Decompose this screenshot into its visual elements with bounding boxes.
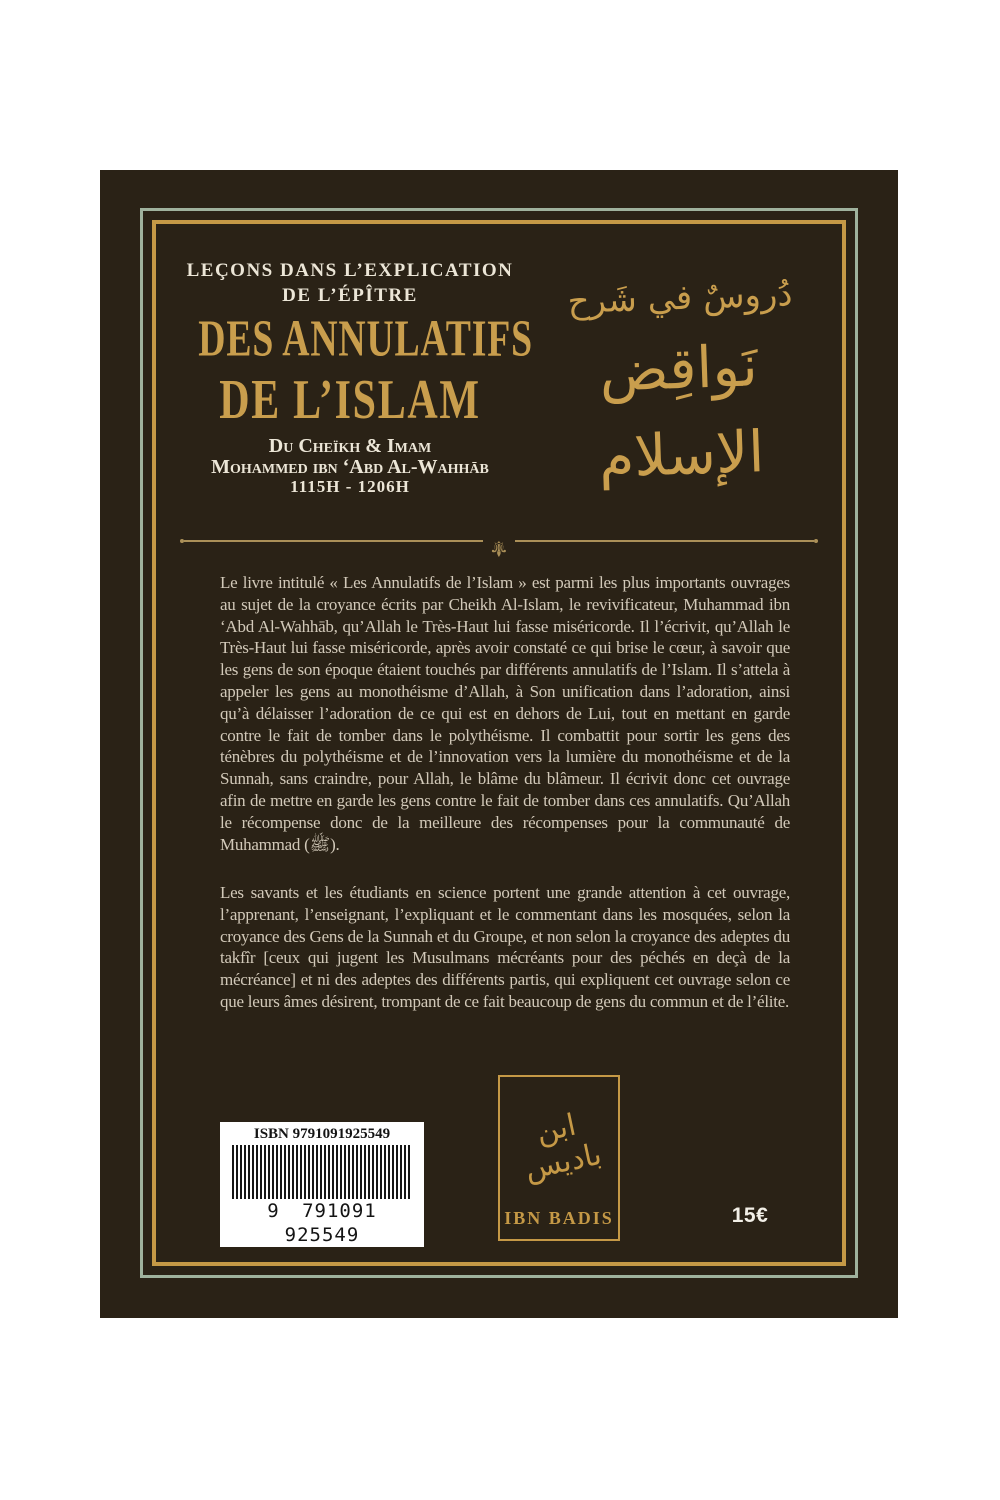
- book-title-line2: DE L’ISLAM: [219, 367, 481, 431]
- publisher-logo: [498, 1075, 620, 1241]
- description-paragraph-1: Le livre intitulé « Les Annulatifs de l’Islam » est parmi les plus importants ouvrages au sujet de la croyance écrits par Cheikh Al-Islam, le revivificateur, Muhammad ibn ‘Abd Al-Wahhāb, qu’Allah le Très-Haut lui fasse miséricorde. Il l’écrivit, qu’Allah le Très-Haut lui fasse miséricorde, après avoir constaté ce qui brise le cœur, à savoir que les gens de son époque étaient touchés par différents annulatifs de l’Islam. Il s’attela à appeler les gens au monothéisme d’Allah, à Son unification dans l’adoration, ainsi qu’à délaisser l’adoration de ce qui est en dehors de Lui, tout en mettant en garde contre le fait de tomber dans le polythéisme. Il combattit pour sortir les gens des ténèbres du polythéisme et de l’innovation vers la lumière du monothéisme et de la Sunnah, sans craindre, pour Allah, le blâme du blâmeur. Il écrivit donc cet ouvrage afin de mettre en garde les gens contre le fait de tomber dans ces annulatifs. Qu’Allah le récompense donc de la meilleure des récompenses pour la communauté de Muhammad (ﷺ).: [220, 573, 790, 854]
- arabic-calligraphy-title: [530, 270, 830, 498]
- arabic-title-line1: دُروسٌ في شَرح: [566, 274, 794, 322]
- isbn-barcode: [220, 1122, 424, 1246]
- arabic-title-line2: نَواقِض الإسلام: [597, 333, 766, 491]
- subtitle-kicker: [185, 258, 515, 308]
- book-title: [165, 306, 535, 431]
- ornamental-divider: [180, 528, 818, 560]
- fleuron-ornament-icon: ⚜: [489, 535, 509, 560]
- publisher-arabic-calligraphy: ابن باديس: [521, 1107, 605, 1187]
- isbn-label: ISBN 9791091925549: [253, 1126, 391, 1142]
- author-dates: 1115H - 1206H: [290, 477, 410, 496]
- kicker-line1: LEÇONS DANS L’EXPLICATION: [186, 260, 514, 281]
- publisher-name: IBN BADIS: [504, 1208, 614, 1228]
- kicker-line2: DE L’ÉPÎTRE: [282, 285, 418, 306]
- barcode-bars: [232, 1145, 412, 1199]
- divider-end-dot: [814, 539, 818, 543]
- isbn-digits: 9 791091 925549: [220, 1199, 424, 1247]
- price-label: 15€: [731, 1204, 769, 1227]
- description-paragraph-2: Les savants et les étudiants en science portent une grande attention à cet ouvrage, l’apprenant, l’enseignant, l’expliquant et le commentant dans les mosquées, selon la croyance des Gens de la Sunnah et du Groupe, et non selon la croyance des adeptes du takfîr [ceux qui jugent les Musulmans mécréants pour des péchés en deçà de la mécréance] et ni des adeptes des différents partis, qui expliquent cet ouvrage selon ce que leurs âmes désirent, trompant de ce fait beaucoup de gens du commun et de l’élite.: [220, 883, 790, 1011]
- book-title-line1: DES ANNULATIFS: [198, 309, 533, 367]
- divider-line-left: [184, 540, 483, 542]
- author-block: [165, 436, 535, 497]
- author-name: Mohammed ibn ‘Abd Al-Wahhāb: [211, 456, 489, 478]
- author-honorific: Du Cheïkh & Imam: [268, 435, 432, 457]
- divider-line-right: [515, 540, 814, 542]
- book-back-cover: [100, 170, 898, 1318]
